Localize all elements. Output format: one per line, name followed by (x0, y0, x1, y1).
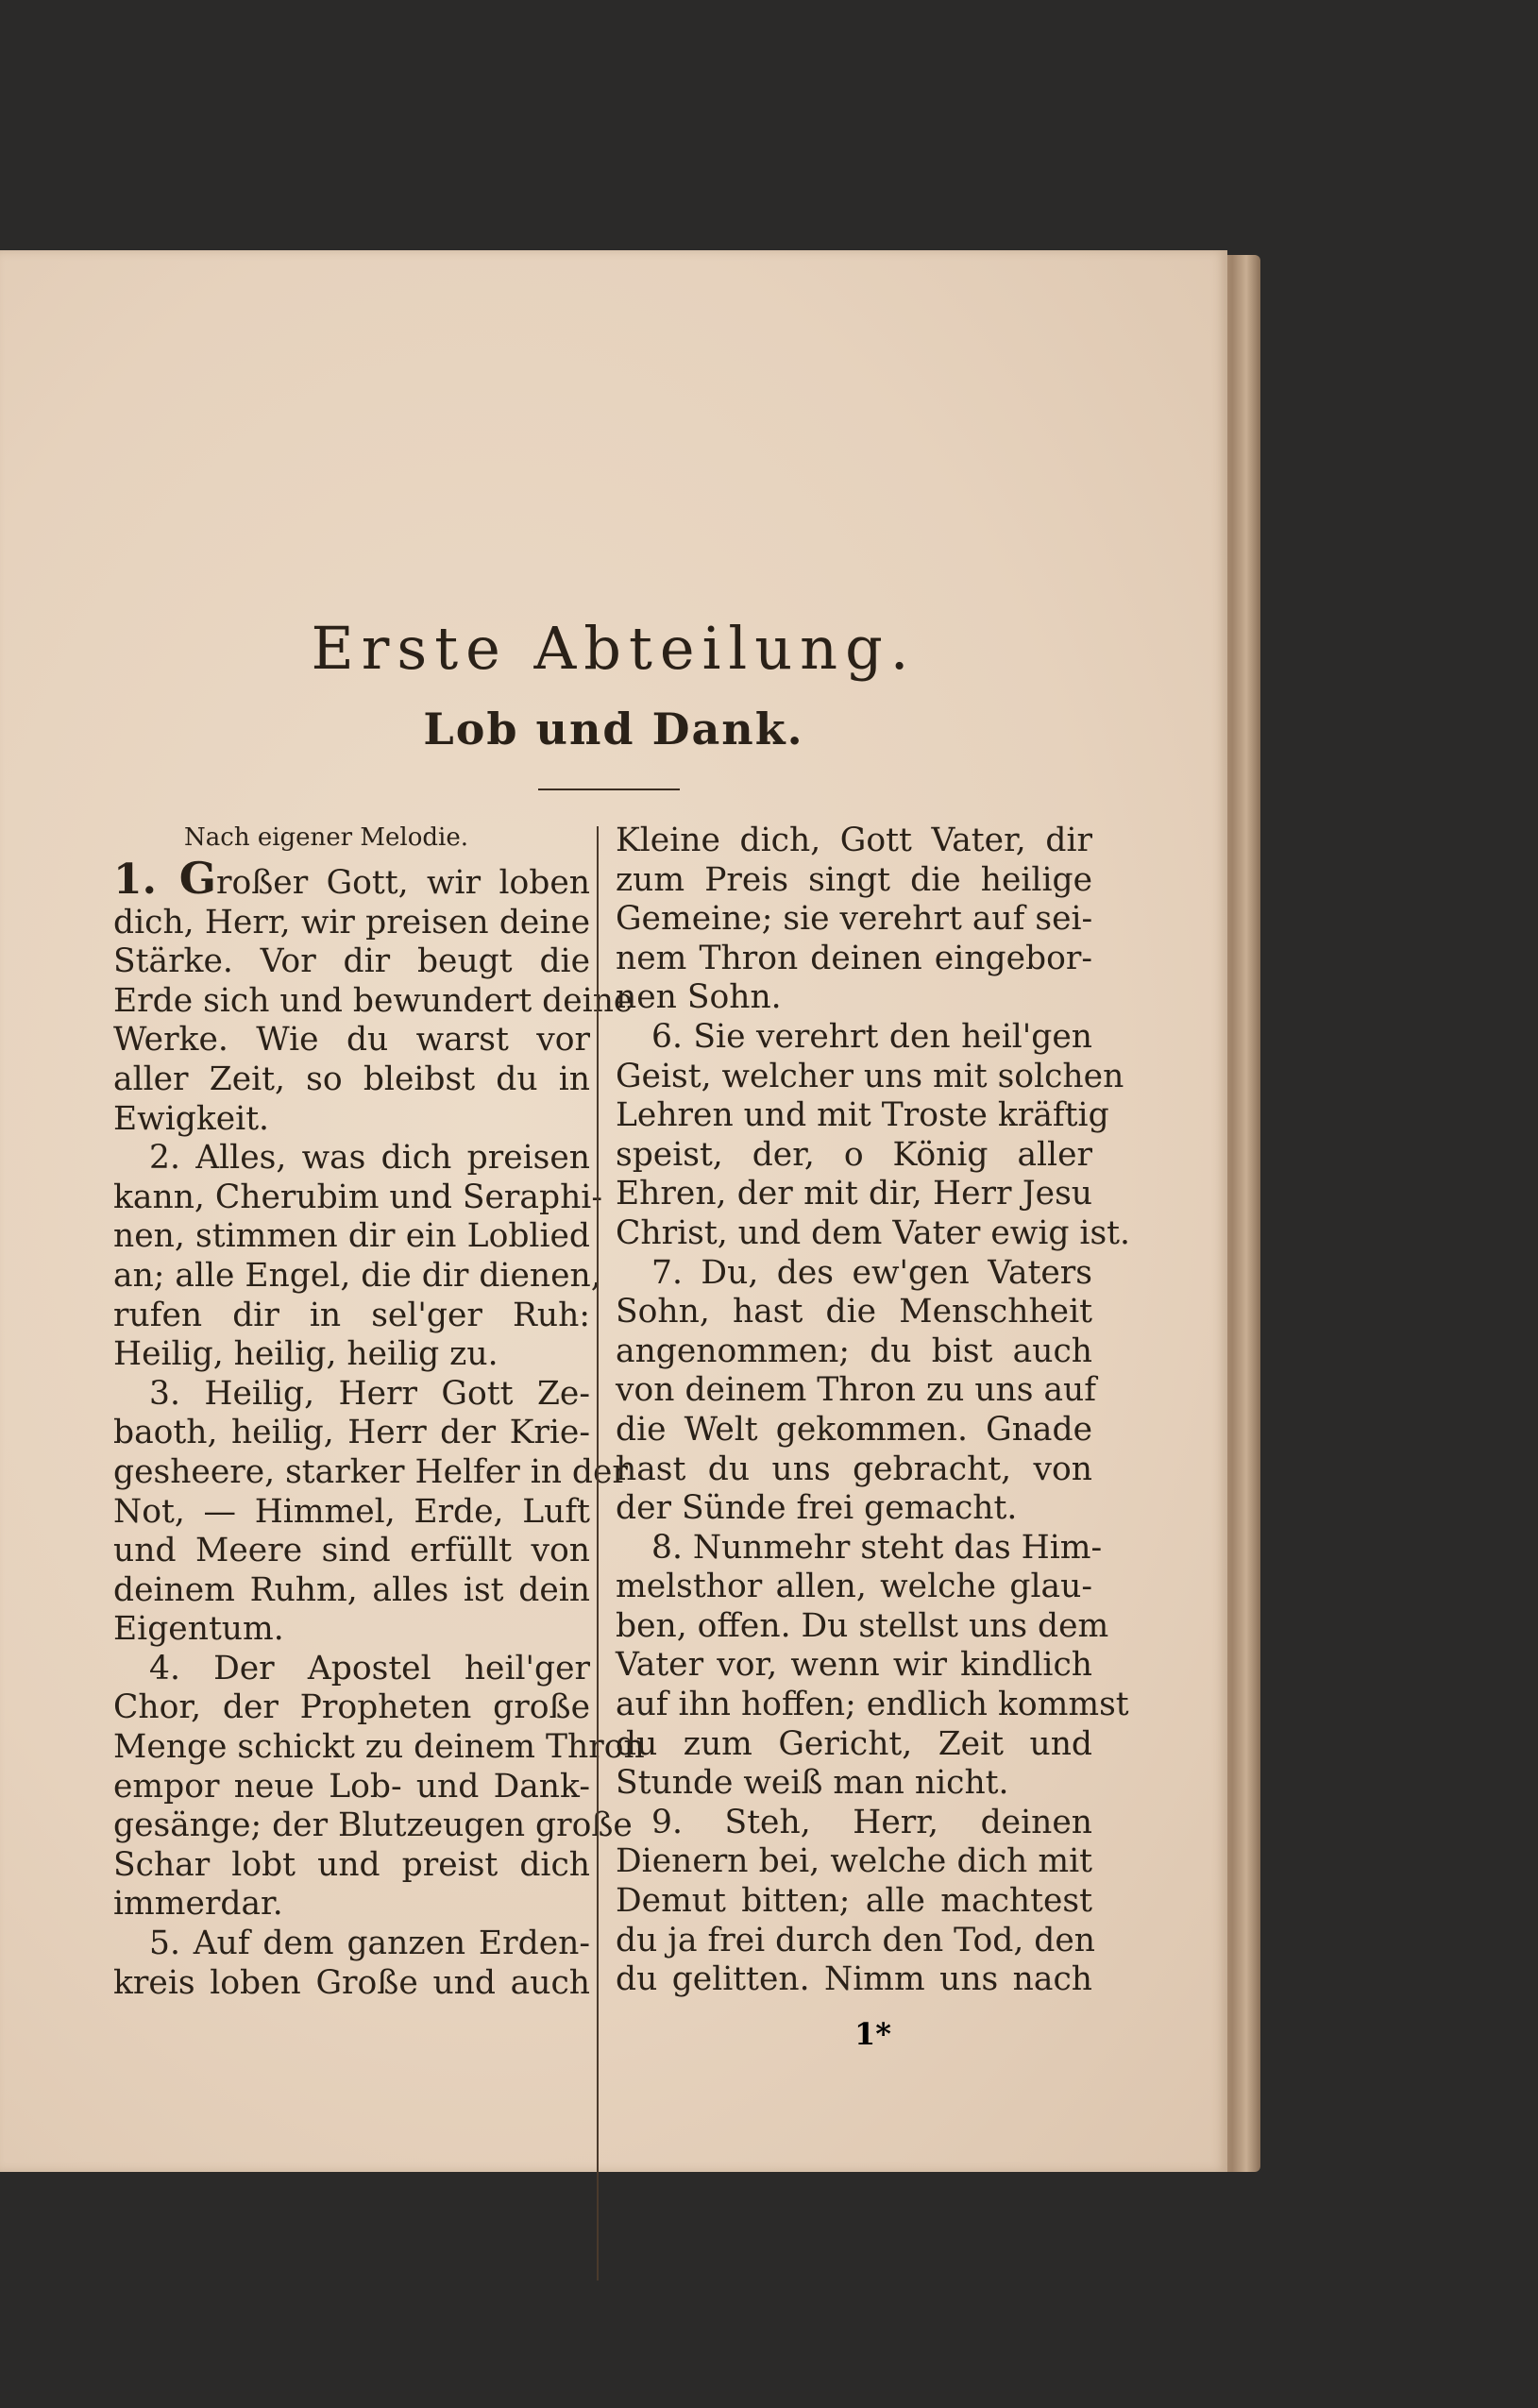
text-line: speist, der, o König aller (616, 1135, 1092, 1174)
text-line: Menge schickt zu deinem Thron (113, 1728, 645, 1767)
text-line: 9. Steh, Herr, deinen (651, 1803, 1092, 1841)
left-column (113, 822, 645, 2003)
text-line: dich, Herr, wir preisen deine (113, 903, 590, 941)
text-line: der Sünde frei gemacht. (616, 1489, 1018, 1528)
section-title: Erste Abteilung. (311, 614, 917, 683)
text-line: 8. Nunmehr steht das Him- (651, 1528, 1103, 1567)
text-line: Erde sich und bewundert deine (113, 981, 634, 1020)
text-line: gesheere, starker Helfer in der (113, 1452, 628, 1491)
section-subtitle: Lob und Dank. (423, 704, 804, 755)
text-line: Geist, welcher uns mit solchen (616, 1057, 1124, 1095)
text-line: Sohn, hast die Menschheit (616, 1293, 1092, 1331)
title-rule (538, 789, 680, 790)
text-line: Stunde weiß man nicht. (616, 1764, 1009, 1803)
right-column (616, 822, 1130, 2000)
text-line: kreis loben Große und auch (113, 1963, 590, 2002)
text-line: Chor, der Propheten große (113, 1688, 590, 1727)
left-column-lines (113, 853, 645, 2003)
text-line: immerdar. (113, 1885, 283, 1924)
text-line: 3. Heilig, Herr Gott Ze- (149, 1374, 590, 1413)
text-line: Werke. Wie du warst vor (113, 1021, 590, 1060)
text-line: angenommen; du bist auch (616, 1331, 1092, 1370)
line-text: roßer Gott, wir loben (215, 864, 590, 902)
text-line: du zum Gericht, Zeit und (616, 1724, 1092, 1763)
text-line: melsthor allen, welche glau- (616, 1568, 1092, 1606)
text-line: und Meere sind erfüllt von (113, 1532, 590, 1570)
text-line: aller Zeit, so bleibst du in (113, 1060, 590, 1098)
column-divider (597, 826, 599, 2281)
right-column-lines (616, 822, 1130, 2000)
verse-number: 1. (113, 856, 179, 904)
text-line: Not, — Himmel, Erde, Luft (113, 1492, 590, 1531)
drop-initial: G (178, 853, 216, 904)
text-line: ben, offen. Du stellst uns dem (616, 1606, 1109, 1645)
text-line: Lehren und mit Troste kräftig (616, 1096, 1109, 1135)
text-line: nen Sohn. (616, 978, 782, 1017)
text-line: Christ, und dem Vater ewig ist. (616, 1213, 1130, 1252)
text-line: Dienern bei, welche dich mit (616, 1842, 1092, 1881)
text-line: 2. Alles, was dich preisen (149, 1139, 590, 1178)
text-line (113, 853, 590, 904)
text-line: nen, stimmen dir ein Loblied (113, 1217, 590, 1256)
text-line: empor neue Lob- und Dank- (113, 1767, 590, 1806)
text-line: Vater vor, wenn wir kindlich (616, 1646, 1092, 1685)
text-line: Ewigkeit. (113, 1099, 270, 1138)
text-line: 7. Du, des ew'gen Vaters (651, 1253, 1092, 1292)
text-line: du gelitten. Nimm uns nach (616, 1960, 1092, 1999)
text-line: 5. Auf dem ganzen Erden- (149, 1925, 590, 1963)
text-line: baoth, heilig, Herr der Krie- (113, 1414, 590, 1452)
text-line: Heilig, heilig, heilig zu. (113, 1335, 499, 1374)
text-line: hast du uns gebracht, von (616, 1450, 1092, 1488)
book-page (0, 250, 1227, 2172)
text-line: rufen dir in sel'ger Ruh: (113, 1296, 590, 1334)
text-line: nem Thron deinen eingebor- (616, 939, 1092, 977)
melody-note: Nach eigener Melodie. (184, 823, 468, 852)
text-line: von deinem Thron zu uns auf (616, 1371, 1097, 1410)
text-line: Gemeine; sie verehrt auf sei- (616, 900, 1093, 939)
text-line: 4. Der Apostel heil'ger (149, 1649, 590, 1687)
text-line: zum Preis singt die heilige (616, 860, 1092, 899)
text-line: deinem Ruhm, alles ist dein (113, 1570, 590, 1609)
text-line: Eigentum. (113, 1610, 284, 1649)
text-line: die Welt gekommen. Gnade (616, 1410, 1092, 1449)
text-line: Ehren, der mit dir, Herr Jesu (616, 1175, 1092, 1213)
text-line: Stärke. Vor dir beugt die (113, 942, 590, 981)
text-line: Kleine dich, Gott Vater, dir (616, 822, 1092, 859)
text-line: kann, Cherubim und Seraphi- (113, 1178, 602, 1216)
signature-mark: 1* (854, 2016, 891, 2052)
text-line: gesänge; der Blutzeugen große (113, 1806, 633, 1845)
text-line: an; alle Engel, die dir dienen, (113, 1256, 601, 1295)
text-line: auf ihn hoffen; endlich kommst (616, 1686, 1129, 1724)
text-line: 6. Sie verehrt den heil'gen (651, 1017, 1092, 1056)
text-line: du ja frei durch den Tod, den (616, 1921, 1096, 1959)
text-line: Demut bitten; alle machtest (616, 1882, 1092, 1921)
text-line: Schar lobt und preist dich (113, 1845, 590, 1884)
